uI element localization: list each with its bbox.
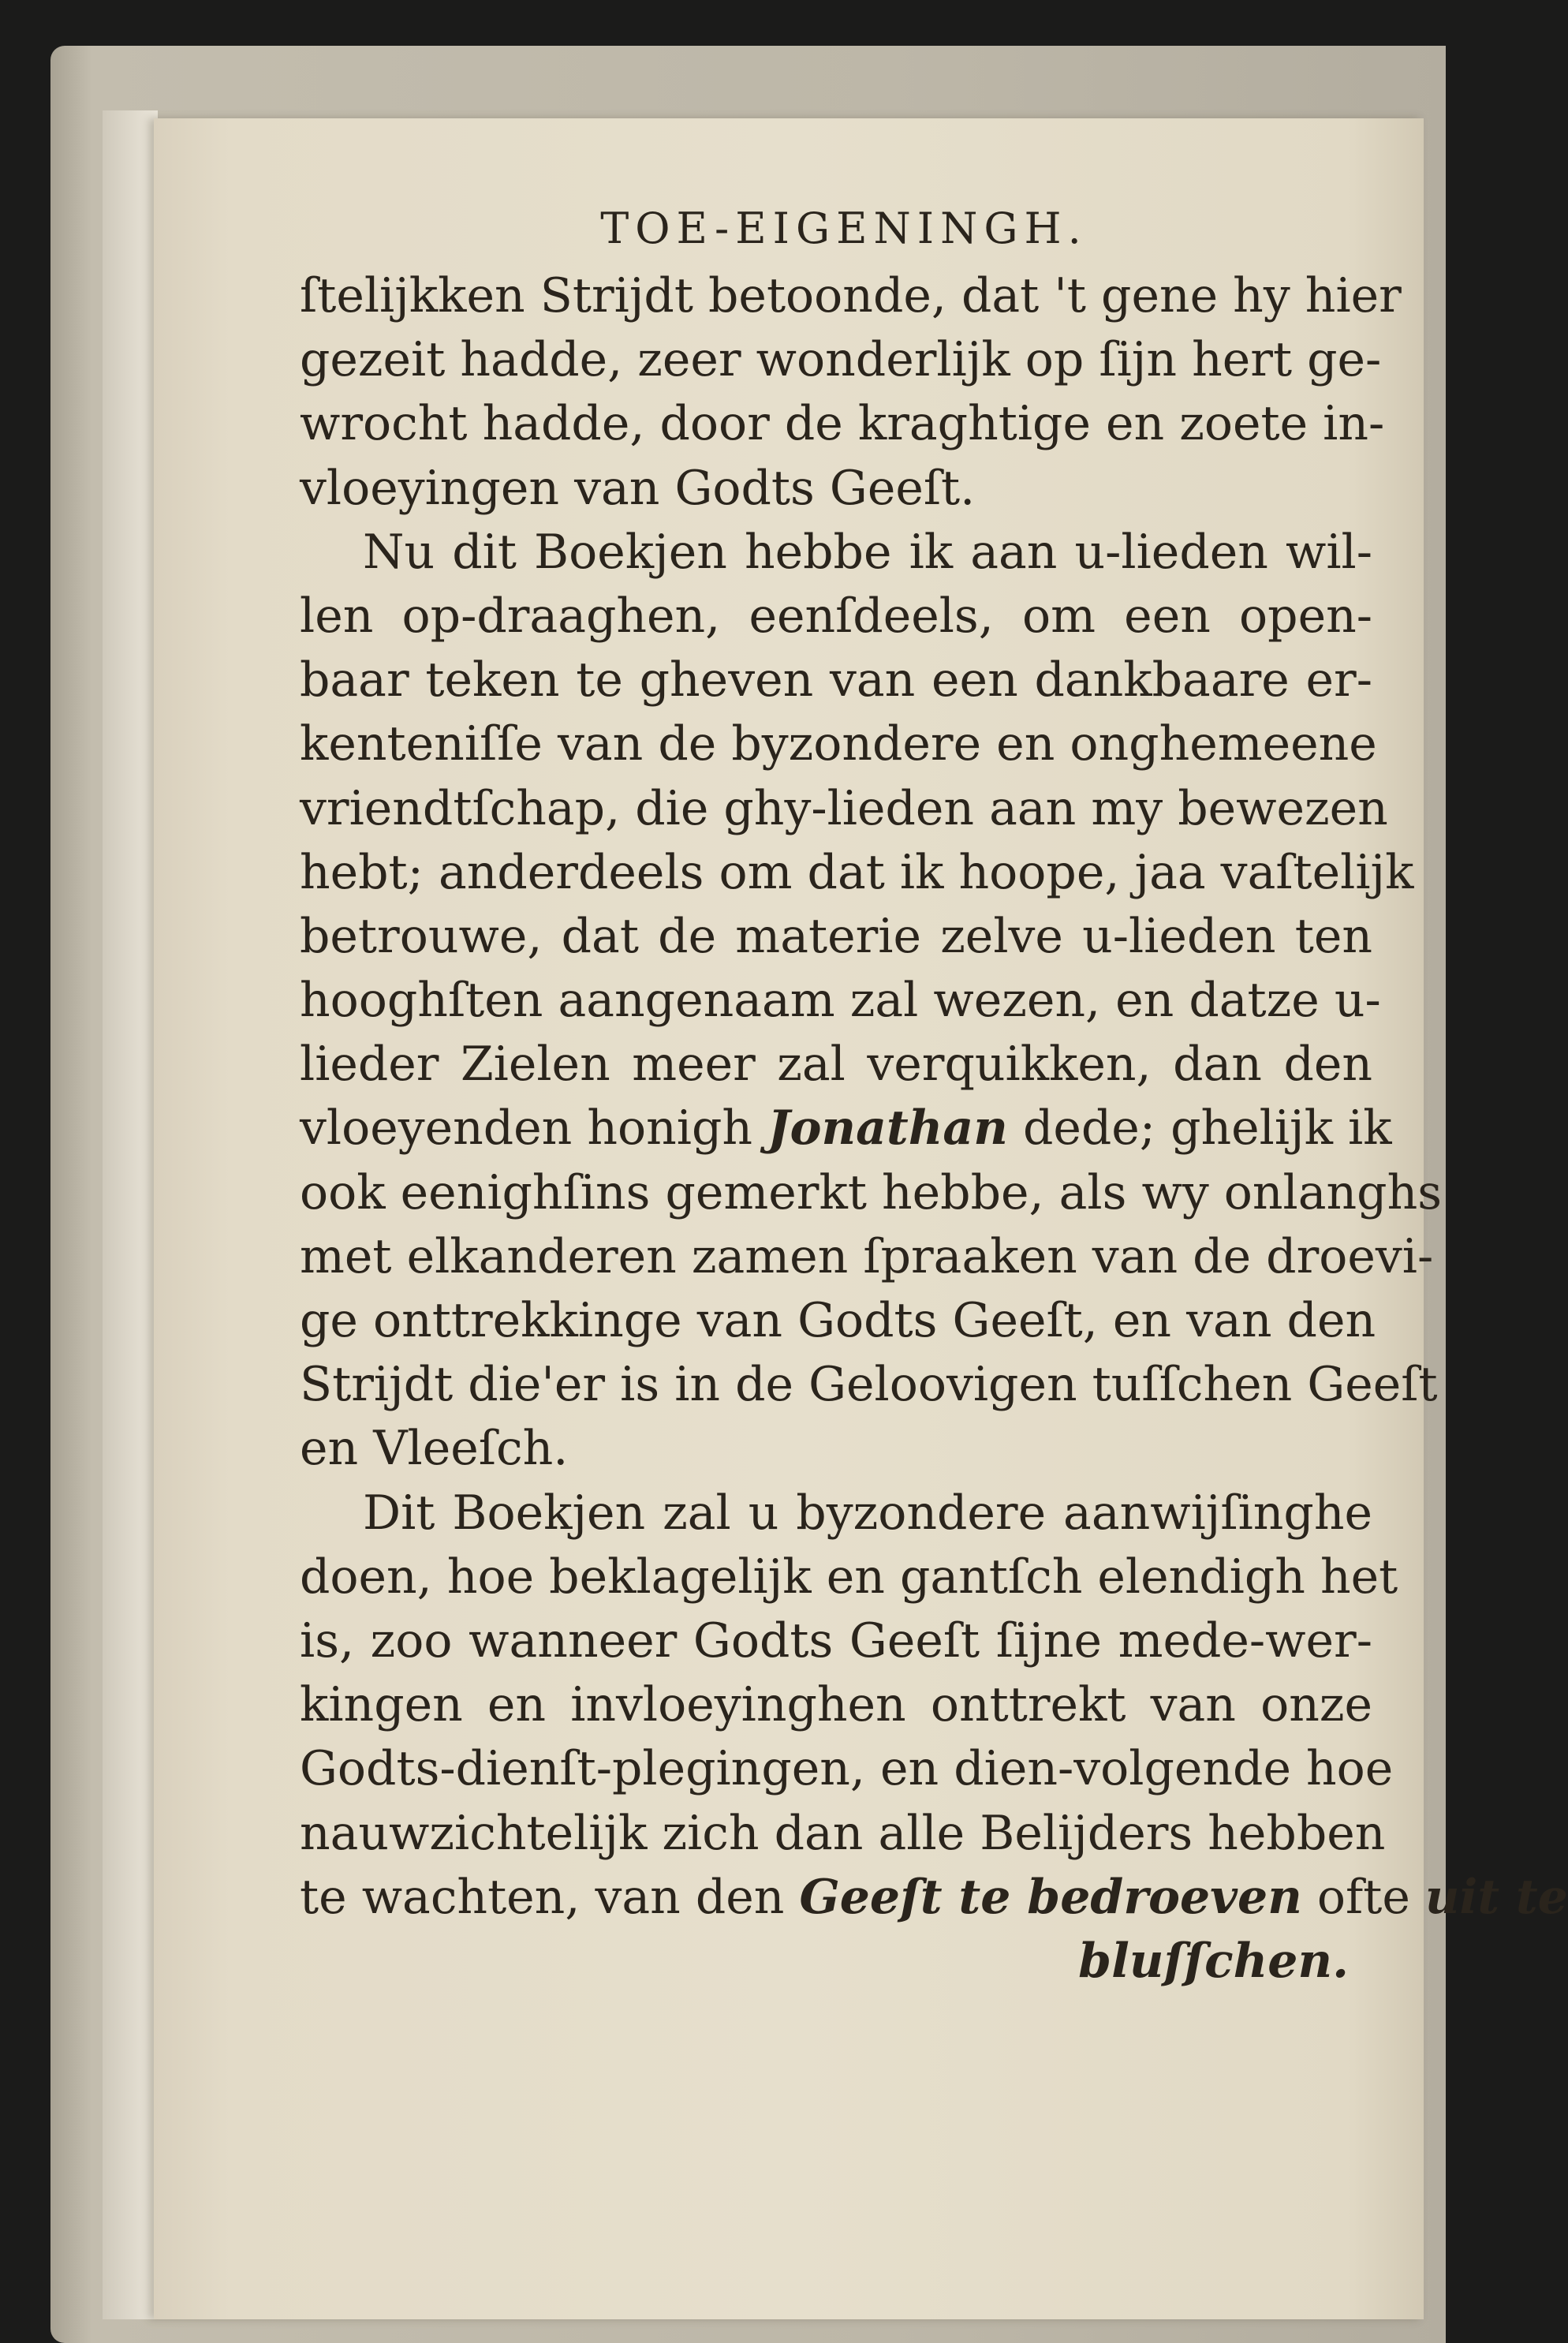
text-line: Strijdt die'er is in de Geloovigen tuſſchen Geeſt xyxy=(300,1357,1438,1413)
text-span: dede; ghelijk ik xyxy=(1007,1100,1392,1157)
text-line: lieder Zielen meer zal verquikken, dan den xyxy=(300,1037,1372,1093)
paragraph-2 xyxy=(300,521,1442,1482)
text-line: wrocht hadde, door de kraghtige en zoete in- xyxy=(300,396,1385,452)
italic-phrase: Geeſt te bedroeven xyxy=(799,1869,1302,1925)
text-line: betrouwe, dat de materie zelve u-lieden ten xyxy=(300,908,1372,964)
text-span: te wachten, van den xyxy=(300,1869,800,1925)
text-span: vloeyenden honigh xyxy=(300,1100,768,1157)
text-line: is, zoo wanneer Godts Geeſt ſijne mede-wer- xyxy=(300,1612,1372,1668)
italic-phrase: uit te xyxy=(1424,1869,1568,1925)
paragraph-3 xyxy=(300,1482,1568,1994)
text-line: en Vleeſch. xyxy=(300,1421,569,1477)
text-line: Nu dit Boekjen hebbe ik aan u-lieden wil- xyxy=(363,524,1372,580)
text-line: baar teken te gheven van een dankbaare er- xyxy=(300,652,1372,708)
text-line: hebt; anderdeels om dat ik hoope, jaa vaſtelijk xyxy=(300,844,1414,900)
paragraph-1 xyxy=(300,264,1402,521)
text-line: kingen en invloeyinghen onttrekt van onze xyxy=(300,1677,1372,1733)
page-text xyxy=(300,201,1568,1994)
text-line: gezeit hadde, zeer wonderlijk op ſijn hert ge- xyxy=(300,332,1382,388)
text-line: len op-draaghen, eenſdeels, om een open- xyxy=(300,588,1372,644)
text-line: ſtelijkken Strijdt betoonde, dat 't gene hy hier xyxy=(300,268,1402,323)
text-line: nauwzichtelijk zich dan alle Belijders hebben xyxy=(300,1805,1386,1861)
running-head: TOE-EIGENINGH. xyxy=(600,204,1088,253)
text-line: kenteniſſe van de byzondere en onghemeene xyxy=(300,716,1377,772)
catchword-line: bluſſchen. xyxy=(1078,1933,1349,1989)
text-line-italic xyxy=(300,1097,1392,1160)
text-line: met elkanderen zamen ſpraaken van de droevi- xyxy=(300,1228,1434,1284)
text-line: vloeyingen van Godts Geeſt. xyxy=(300,460,976,516)
text-span: ofte xyxy=(1301,1869,1425,1925)
text-line: hooghſten aangenaam zal wezen, en datze u- xyxy=(300,973,1381,1029)
text-line: vriendtſchap, die ghy-lieden aan my bewezen xyxy=(300,780,1388,836)
text-line: doen, hoe beklagelijk en gantſch elendigh het xyxy=(300,1549,1398,1605)
italic-name: Jonathan xyxy=(767,1100,1008,1157)
text-line: ook eenighſins gemerkt hebbe, als wy onlanghs xyxy=(300,1164,1442,1220)
page-edge xyxy=(103,110,158,2319)
text-line: Godts-dienſt-plegingen, en dien-volgende hoe xyxy=(300,1741,1394,1797)
text-line: ge onttrekkinge van Godts Geeſt, en van den xyxy=(300,1293,1376,1348)
text-line: Dit Boekjen zal u byzondere aanwijſinghe xyxy=(363,1485,1372,1541)
text-line-italic xyxy=(300,1866,1568,1930)
